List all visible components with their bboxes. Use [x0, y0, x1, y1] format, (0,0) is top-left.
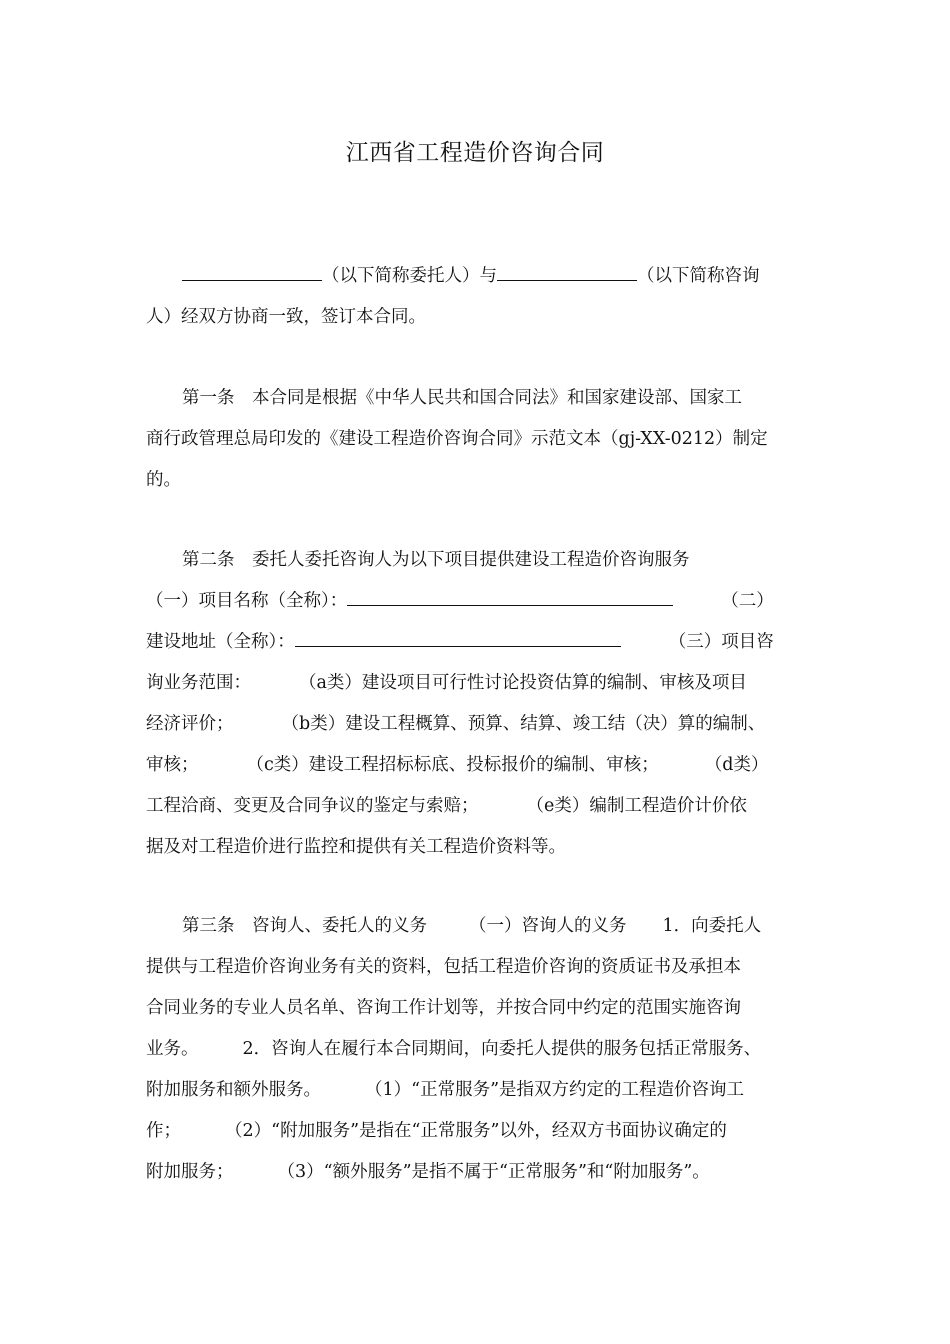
article-1: [146, 378, 806, 501]
article-2-item-3-label: （三）项目咨: [668, 632, 774, 652]
intro-text-line2: 人）经双方协商一致，签订本合同。: [146, 307, 426, 327]
construction-address-label: 建设地址（全称）：: [146, 632, 295, 652]
service-class-e: （e类）编制工程造价计价依: [526, 796, 747, 816]
construction-address-blank: [295, 627, 621, 647]
service-class-d: （d类）: [704, 755, 769, 775]
consultant-duties-heading: （一）咨询人的义务: [469, 916, 627, 936]
document-title: 江西省工程造价咨询合同: [345, 140, 605, 166]
article-3-line: 1．向委托人: [662, 916, 762, 936]
article-2-line: 询业务范围：: [146, 673, 251, 693]
normal-service-definition: （1）“正常服务”是指双方约定的工程造价咨询工: [365, 1080, 745, 1100]
service-class-b: （b类）建设工程概算、预算、结算、竣工结（决）算的编制、: [281, 714, 766, 734]
article-1-line: 商行政管理总局印发的《建设工程造价咨询合同》示范文本（gj-XX-0212）制定: [146, 429, 768, 449]
article-2-line: 工程洽商、变更及合同争议的鉴定与索赔；: [146, 796, 479, 816]
article-3-line: 作；: [146, 1121, 181, 1141]
article-2-line: 据及对工程造价进行监控和提供有关工程造价资料等。: [146, 837, 566, 857]
article-2-line: 经济评价；: [146, 714, 234, 734]
article-3-line: 业务。: [146, 1039, 199, 1059]
article-3-line: 附加服务和额外服务。: [146, 1080, 321, 1100]
article-2-item-2-label: （二）: [721, 591, 774, 611]
article-3-line: 合同业务的专业人员名单、咨询工作计划等，并按合同中约定的范围实施咨询: [146, 998, 741, 1018]
additional-service-definition: （2）“附加服务”是指在“正常服务”以外，经双方书面协议确定的: [225, 1121, 727, 1141]
article-2-line: 第二条 委托人委托咨询人为以下项目提供建设工程造价咨询服务: [182, 550, 690, 570]
consultant-name-blank: [497, 261, 637, 281]
client-name-blank: [182, 261, 322, 281]
article-3-line: 附加服务；: [146, 1162, 234, 1182]
article-3-line: 2．咨询人在履行本合同期间，向委托人提供的服务包括正常服务、: [242, 1039, 762, 1059]
article-2: [146, 540, 806, 868]
article-3: [146, 906, 806, 1193]
article-2-line: 审核；: [146, 755, 199, 775]
intro-paragraph: [146, 256, 806, 338]
article-1-line: 的。: [146, 470, 181, 490]
article-3-line: 提供与工程造价咨询业务有关的资料，包括工程造价咨询的资质证书及承担本: [146, 957, 741, 977]
service-class-c: （c类）建设工程招标标底、投标报价的编制、审核；: [246, 755, 659, 775]
intro-text-a: （以下简称委托人）与: [322, 266, 497, 286]
article-1-line: 第一条 本合同是根据《中华人民共和国合同法》和国家建设部、国家工: [182, 388, 742, 408]
project-name-label: （一）项目名称（全称）：: [146, 591, 348, 611]
service-class-a: （a类）建设项目可行性讨论投资估算的编制、审核及项目: [299, 673, 747, 693]
extra-service-definition: （3）“额外服务”是指不属于“正常服务”和“附加服务”。: [277, 1162, 710, 1182]
intro-text-b: （以下简称咨询: [637, 266, 760, 286]
article-3-heading: 第三条 咨询人、委托人的义务: [182, 916, 427, 936]
project-name-blank: [347, 586, 673, 606]
